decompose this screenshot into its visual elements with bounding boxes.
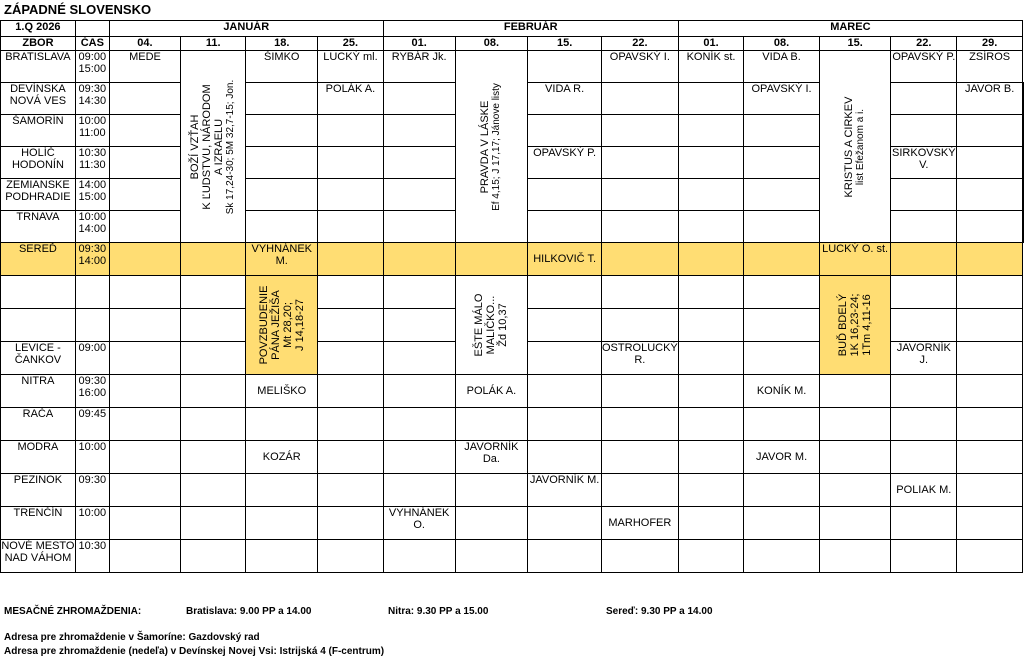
meeting-time: 10:30 11:30 <box>75 147 109 179</box>
schedule-cell <box>1023 83 1024 115</box>
schedule-cell: MEDE <box>109 51 180 83</box>
congregation-name: HOLÍČ HODONÍN <box>1 147 76 179</box>
month-february: FEBRUÁR <box>383 21 678 37</box>
table-row <box>1 375 1024 408</box>
table-row <box>1 507 1024 540</box>
schedule-cell: OPAVSKÝ I. <box>744 83 820 115</box>
schedule-cell <box>246 83 318 115</box>
schedule-table <box>0 20 1024 573</box>
congregation-name: NOVÉ MESTO NAD VÁHOM <box>1 540 76 573</box>
schedule-cell: KOZÁR <box>246 441 318 474</box>
schedule-cell: OPAVSKÝ P. <box>528 147 602 179</box>
schedule-cell: JAVOR B. <box>957 83 1023 115</box>
address-samorin: Adresa pre zhromaždenie v Šamoríne: Gazdovský rad <box>4 632 260 643</box>
date-header: 22. <box>601 37 678 51</box>
date-header: 29. <box>957 37 1023 51</box>
meeting-time: 09:30 14:00 <box>75 243 109 276</box>
date-header-row <box>1 37 1024 51</box>
schedule-cell: JAVOR M. <box>744 441 820 474</box>
schedule-cell: KONÍK st. <box>678 51 744 83</box>
date-header: 11. <box>181 37 246 51</box>
meeting-time: 14:00 15:00 <box>75 179 109 211</box>
schedule-cell: LUCKÝ O. st. <box>819 243 890 276</box>
schedule-cell <box>601 83 678 115</box>
date-header: 15. <box>528 37 602 51</box>
meeting-time: 09:30 14:30 <box>75 83 109 115</box>
congregation-name: LEVICE - ČANKOV <box>1 342 76 375</box>
date-header: 08. <box>455 37 528 51</box>
header-cas: ČAS <box>75 37 109 51</box>
date-header: 01. <box>678 37 744 51</box>
congregation-name: PEZINOK <box>1 474 76 507</box>
address-devinska: Adresa pre zhromaždenie (nedeľa) v Devínskej Novej Vsi: Istrijská 4 (F-centrum) <box>4 646 385 657</box>
date-header: 08. <box>744 37 820 51</box>
table-row <box>1 474 1024 507</box>
congregation-name: RAČA <box>1 408 76 441</box>
congregation-name: TRENČÍN <box>1 507 76 540</box>
meeting-time: 09:30 <box>75 474 109 507</box>
schedule-cell: JAVORNÍK M. <box>528 474 602 507</box>
congregation-name: SEREĎ <box>1 243 76 276</box>
meeting-time: 09:00 15:00 <box>75 51 109 83</box>
date-header: 01. <box>383 37 455 51</box>
table-row-highlight <box>1 243 1024 276</box>
theme-cell: BOŽÍ VZŤAH K ĽUDSTVU, NÁRODOM A IZRAELU Sk 17,24-30; 5M 32,7-15; Jon. <box>181 51 246 243</box>
schedule-cell: POLIAK M. <box>891 474 957 507</box>
schedule-cell: HILKOVIČ T. <box>528 243 602 276</box>
schedule-cell: POLÁK A. <box>318 83 384 115</box>
congregation-name: ŠAMORÍN <box>1 115 76 147</box>
header-zbor: ZBOR <box>1 37 76 51</box>
quarter-label: 1.Q 2026 <box>1 21 76 37</box>
theme-cell: EŠTE MÁLO MALIČKO... Žd 10,37 <box>455 276 528 375</box>
date-header: 15. <box>819 37 890 51</box>
schedule-cell: VYHNÁNEK O. <box>383 507 455 540</box>
table-row <box>1 276 1024 309</box>
meetings-label: MESAČNÉ ZHROMAŽDENIA: <box>4 606 142 617</box>
page-title: ZÁPADNÉ SLOVENSKO <box>4 2 152 17</box>
schedule-cell <box>528 51 602 83</box>
congregation-name: BRATISLAVA <box>1 51 76 83</box>
table-row <box>1 540 1024 573</box>
schedule-cell: RYBÁR Jk. <box>383 51 455 83</box>
table-row <box>1 441 1024 474</box>
date-header: 25. <box>318 37 384 51</box>
schedule-cell: OPAVSKÝ I. <box>601 51 678 83</box>
meeting-bratislava: Bratislava: 9.00 PP a 14.00 <box>186 606 312 617</box>
schedule-cell: MARHOFER <box>601 507 678 540</box>
schedule-cell <box>109 83 180 115</box>
schedule-cell: VYHNÁNEK M. <box>246 243 318 276</box>
schedule-cell: ŠIMKO <box>246 51 318 83</box>
schedule-cell: LUCKÝ ml. <box>318 51 384 83</box>
schedule-cell: VIDA B. <box>744 51 820 83</box>
date-header: 04. <box>109 37 180 51</box>
congregation-name: TRNAVA <box>1 211 76 243</box>
schedule-cell: SIRKOVSKÝ V. <box>891 147 957 179</box>
meeting-time: 10:00 14:00 <box>75 211 109 243</box>
schedule-cell <box>678 83 744 115</box>
schedule-cell: KONÍK M. <box>744 375 820 408</box>
meeting-time: 10:30 <box>75 540 109 573</box>
schedule-cell: OSTROLUCKÝ R. <box>601 342 678 375</box>
table-row <box>1 408 1024 441</box>
date-header: 18. <box>246 37 318 51</box>
theme-cell: BUĎ BDELÝ 1K 16,23-24; 1Tm 4,11-16 <box>819 276 890 375</box>
theme-cell: POVZBUDENIE PÁNA JEŽIŠA Mt 28,20; J 14,18-27 <box>246 276 318 375</box>
month-header-row <box>1 21 1024 37</box>
date-header: 22. <box>891 37 957 51</box>
schedule-cell: ZSÍROS <box>957 51 1023 83</box>
schedule-cell: POLÁK A. <box>455 375 528 408</box>
congregation-name: ZEMIANSKE PODHRADIE <box>1 179 76 211</box>
table-row <box>1 51 1024 83</box>
schedule-cell <box>383 83 455 115</box>
theme-cell: PRAVDA V LÁSKE Ef 4,15; J 17,17; Jánove listy <box>455 51 528 243</box>
meeting-nitra: Nitra: 9.30 PP a 15.00 <box>388 606 489 617</box>
meeting-time: 09:45 <box>75 408 109 441</box>
meeting-time: 10:00 <box>75 441 109 474</box>
schedule-cell: VIDA R. <box>528 83 602 115</box>
month-march: MAREC <box>678 21 1022 37</box>
congregation-name: MODRA <box>1 441 76 474</box>
schedule-cell <box>891 83 957 115</box>
schedule-cell: JAVORNÍK J. <box>891 342 957 375</box>
congregation-name: DEVÍNSKA NOVÁ VES <box>1 83 76 115</box>
meeting-sered: Sereď: 9.30 PP a 14.00 <box>606 606 713 617</box>
meeting-time: 09:00 <box>75 342 109 375</box>
schedule-cell: JAVORNÍK Da. <box>455 441 528 474</box>
schedule-cell: OPAVSKÝ P. <box>891 51 957 83</box>
meeting-time: 09:30 16:00 <box>75 375 109 408</box>
meeting-time: 10:00 11:00 <box>75 115 109 147</box>
schedule-cell: MELIŠKO <box>246 375 318 408</box>
meeting-time: 10:00 <box>75 507 109 540</box>
theme-cell: KRISTUS A CIRKEV list Efežanom a i. <box>819 51 890 243</box>
month-january: JANUÁR <box>109 21 383 37</box>
congregation-name: NITRA <box>1 375 76 408</box>
